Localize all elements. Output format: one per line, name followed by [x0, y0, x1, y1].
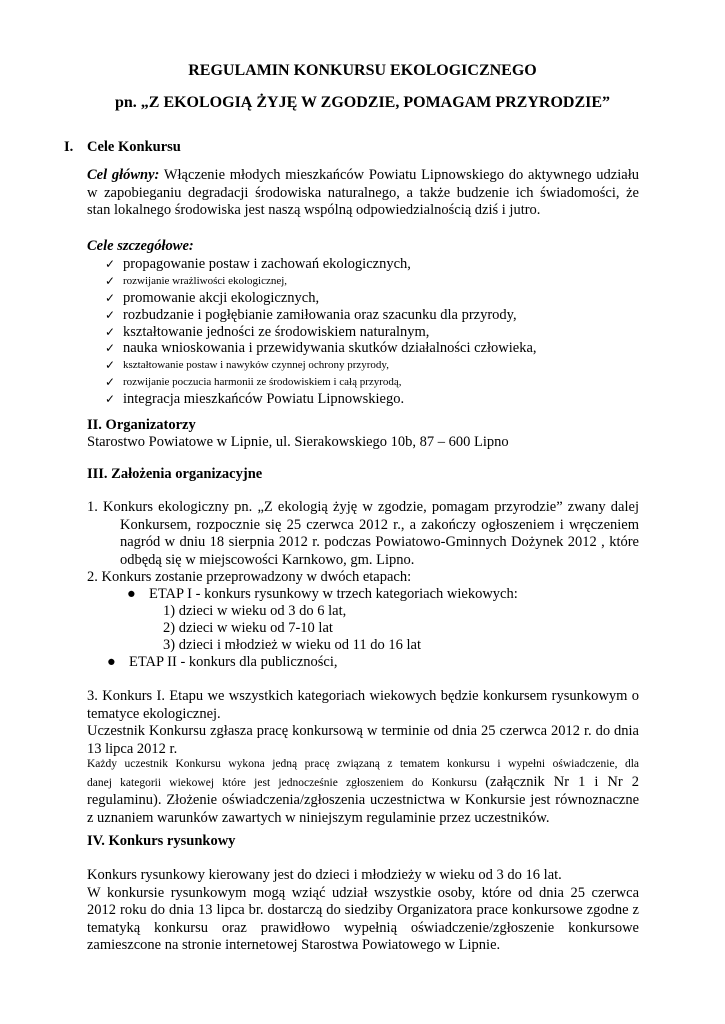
- section-2-heading: II. Organizatorzy: [87, 417, 196, 433]
- specific-goals-label: Cele szczegółowe:: [87, 238, 194, 254]
- list-item: ✓ rozbudzanie i pogłębianie zamiłowania oraz szacunku dla przyrody,: [105, 306, 517, 323]
- list-item: ✓ promowanie akcji ekologicznych,: [105, 289, 320, 306]
- paragraph-5: Każdy uczestnik Konkursu wykona jedną pracę związaną z tematem konkursu i wypełni oświadczenie, dla danej kategorii wiekowej które jest jednocześnie zgłoszeniem do Konkursu (załącznik Nr 1 i Nr 2 regulaminu). Złożenie oświadczenia/zgłoszenia uczestnictwa w Konkursie jest równoznaczne z uznaniem warunków zawartych w niniejszym regulaminie przez uczestników.: [87, 758, 639, 826]
- paragraph-3: 3. Konkurs I. Etapu we wszystkich kategoriach wiekowych będzie konkursem rysunkowym o tematyce ekologicznej. Uczestnik Konkursu zgłasza pracę konkursową w terminie od dnia 25 czerwca 2012 r. do dnia 13 lipca 2012 r.: [87, 688, 639, 757]
- age-group-item: 1) dzieci w wieku od 3 do 6 lat,: [163, 603, 347, 619]
- age-group-item: 2) dzieci w wieku od 7-10 lat: [163, 620, 333, 636]
- bullet-icon: ●: [127, 586, 136, 602]
- list-item: ✓ nauka wnioskowania i przewidywania skutków działalności człowieka,: [105, 340, 537, 357]
- document-title: REGULAMIN KONKURSU EKOLOGICZNEGO: [188, 62, 537, 79]
- organizer-address: Starostwo Powiatowe w Lipnie, ul. Sierakowskiego 10b, 87 – 600 Lipno: [87, 434, 509, 450]
- main-goal-text-line: Włączenie młodych mieszkańców Powiatu Lipnowskiego do aktywnego udziału: [159, 167, 639, 183]
- main-goal-text-line: w zapobieganiu degradacji środowiska naturalnego, a także budzenie ich świadomości, że: [87, 184, 639, 201]
- document-subtitle: pn. „Z EKOLOGIĄ ŻYJĘ W ZGODZIE, POMAGAM PRZYRODZIE”: [114, 94, 611, 111]
- check-icon: ✓: [105, 273, 116, 288]
- list-item: ✓ kształtowanie jedności ze środowiskiem naturalnym,: [105, 323, 430, 340]
- section-1-heading: Cele Konkursu: [87, 139, 181, 155]
- paragraph-4: Uczestnik Konkursu zgłasza pracę konkursową w terminie od dnia 25 czerwca 2012 r. do dnia: [87, 723, 639, 739]
- check-icon: ✓: [105, 375, 116, 390]
- list-item: ✓ kształtowanie postaw i nawyków czynnej ochrony przyrody,: [105, 358, 389, 373]
- stage-2-item: ● ETAP II - konkurs dla publiczności,: [107, 654, 338, 670]
- check-icon: ✓: [105, 307, 116, 322]
- paragraph-1: 1. Konkurs ekologiczny pn. „Z ekologią żyję w zgodzie, pomagam przyrodzie” zwany dalej Konkursem, rozpocznie się 25 czerwca 2012 r., a zakończy ogłoszeniem i wręczeniem nagród w dniu 18 sierpnia 2012 r. podczas Powiatowo-Gminnych Dożynek 2012 , które odbędą się w miejscowości Karnkowo, gm. Lipno. 2. Konkurs zostanie przeprowadzony w dwóch etapach:: [87, 499, 639, 585]
- paragraph-2: 2. Konkurs zostanie przeprowadzony w dwóch etapach:: [87, 569, 412, 585]
- list-item: ✓ integracja mieszkańców Powiatu Lipnowskiego.: [105, 391, 405, 408]
- check-icon: ✓: [105, 358, 116, 373]
- list-item: ✓ propagowanie postaw i zachowań ekologicznych,: [105, 256, 411, 272]
- main-goal-label: Cel główny:: [87, 167, 160, 183]
- main-goal-text-line: stan lokalnego środowiska jest naszą wspólną odpowiedzialnością dziś i jutro.: [87, 202, 541, 218]
- check-icon: ✓: [105, 324, 116, 339]
- section-4-heading: IV. Konkurs rysunkowy: [87, 833, 236, 849]
- check-icon: ✓: [105, 290, 116, 305]
- check-icon: ✓: [105, 341, 116, 356]
- stage-1-item: ● ETAP I - konkurs rysunkowy w trzech kategoriach wiekowych:: [127, 586, 518, 602]
- specific-goals-list: [105, 256, 645, 408]
- section-1-number: I.: [64, 139, 74, 155]
- section-3-heading: III. Założenia organizacyjne: [87, 466, 263, 482]
- check-icon: ✓: [105, 392, 116, 407]
- main-goal-paragraph: [87, 167, 639, 220]
- bullet-icon: ●: [107, 654, 116, 670]
- list-item: ✓ rozwijanie wrażliwości ekologicznej,: [105, 273, 288, 288]
- age-group-item: 3) dzieci i młodzież w wieku od 11 do 16 lat: [163, 637, 421, 653]
- section-4-paragraph: Konkurs rysunkowy kierowany jest do dzieci i młodzieży w wieku od 3 do 16 lat. W konkursie rysunkowym mogą wziąć udział wszystkie osoby, które od dnia 25 czerwca 2012 roku do dnia 13 lipca br. dostarczą do siedziby Organizatora prace konkursowe zgodne z tematyką konkursu oraz prawidłowo wypełnią oświadczenie/zgłoszenie konkursowe zamieszcone na stronie internetowej Starostwa Powiatowego w Lipnie.: [87, 867, 639, 953]
- list-item: ✓ rozwijanie poczucia harmonii ze środowiskiem i całą przyrodą,: [105, 375, 402, 390]
- check-icon: ✓: [105, 257, 116, 271]
